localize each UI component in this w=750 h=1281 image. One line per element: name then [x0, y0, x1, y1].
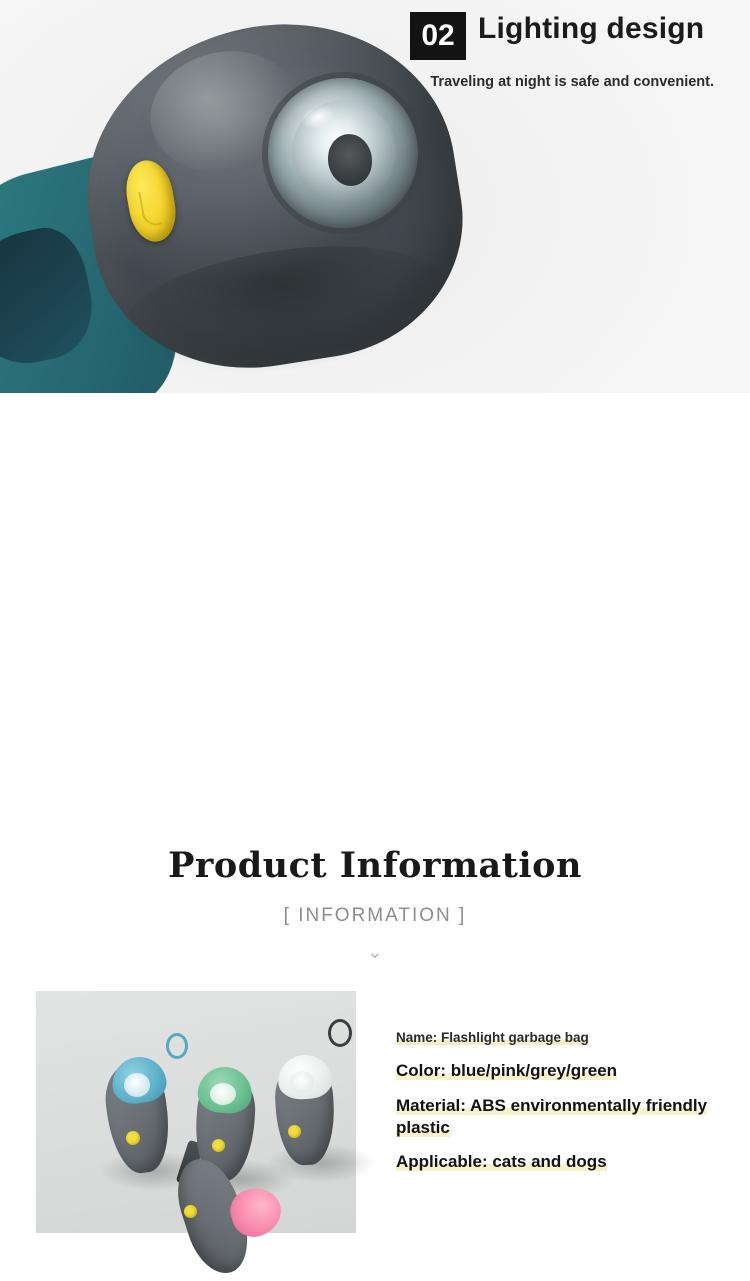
spec-applicable-text: Applicable: cats and dogs — [396, 1152, 607, 1172]
spec-name-text: Name: Flashlight garbage bag — [396, 1030, 589, 1045]
product-item-grey-bag-roll — [290, 1071, 314, 1093]
page-subtitle: [ INFORMATION ] — [283, 905, 467, 926]
product-item-green-button — [212, 1139, 225, 1152]
spec-color-text: Color: blue/pink/grey/green — [396, 1061, 618, 1080]
chevron-down-icon: ⌄ — [367, 942, 383, 963]
spec-row-material — [396, 1095, 726, 1139]
product-item-grey-button — [288, 1125, 301, 1138]
product-item-pink-button — [184, 1205, 197, 1218]
hero-title: Lighting design — [478, 12, 705, 45]
product-item-blue-button — [126, 1131, 140, 1145]
hero-lighting-design-section — [0, 0, 750, 393]
spec-row-name — [396, 1029, 726, 1047]
spec-row-applicable — [396, 1151, 726, 1173]
spec-material-text: Material: ABS environmentally friendly plastic — [396, 1095, 708, 1137]
product-item-blue-bag-roll — [124, 1073, 150, 1097]
page-title: Product Information — [168, 845, 582, 886]
product-spec-list — [396, 1029, 726, 1186]
hero-subtitle: Traveling at night is safe and convenient. — [430, 74, 714, 90]
carabiner-hook-grey — [328, 1019, 352, 1047]
spec-row-color — [396, 1060, 726, 1082]
product-item-green-bag-roll — [210, 1083, 236, 1105]
product-photo — [36, 991, 356, 1233]
product-information-section — [0, 393, 750, 1172]
carabiner-hook-blue — [166, 1033, 188, 1059]
section-number-badge: 02 — [410, 12, 466, 60]
